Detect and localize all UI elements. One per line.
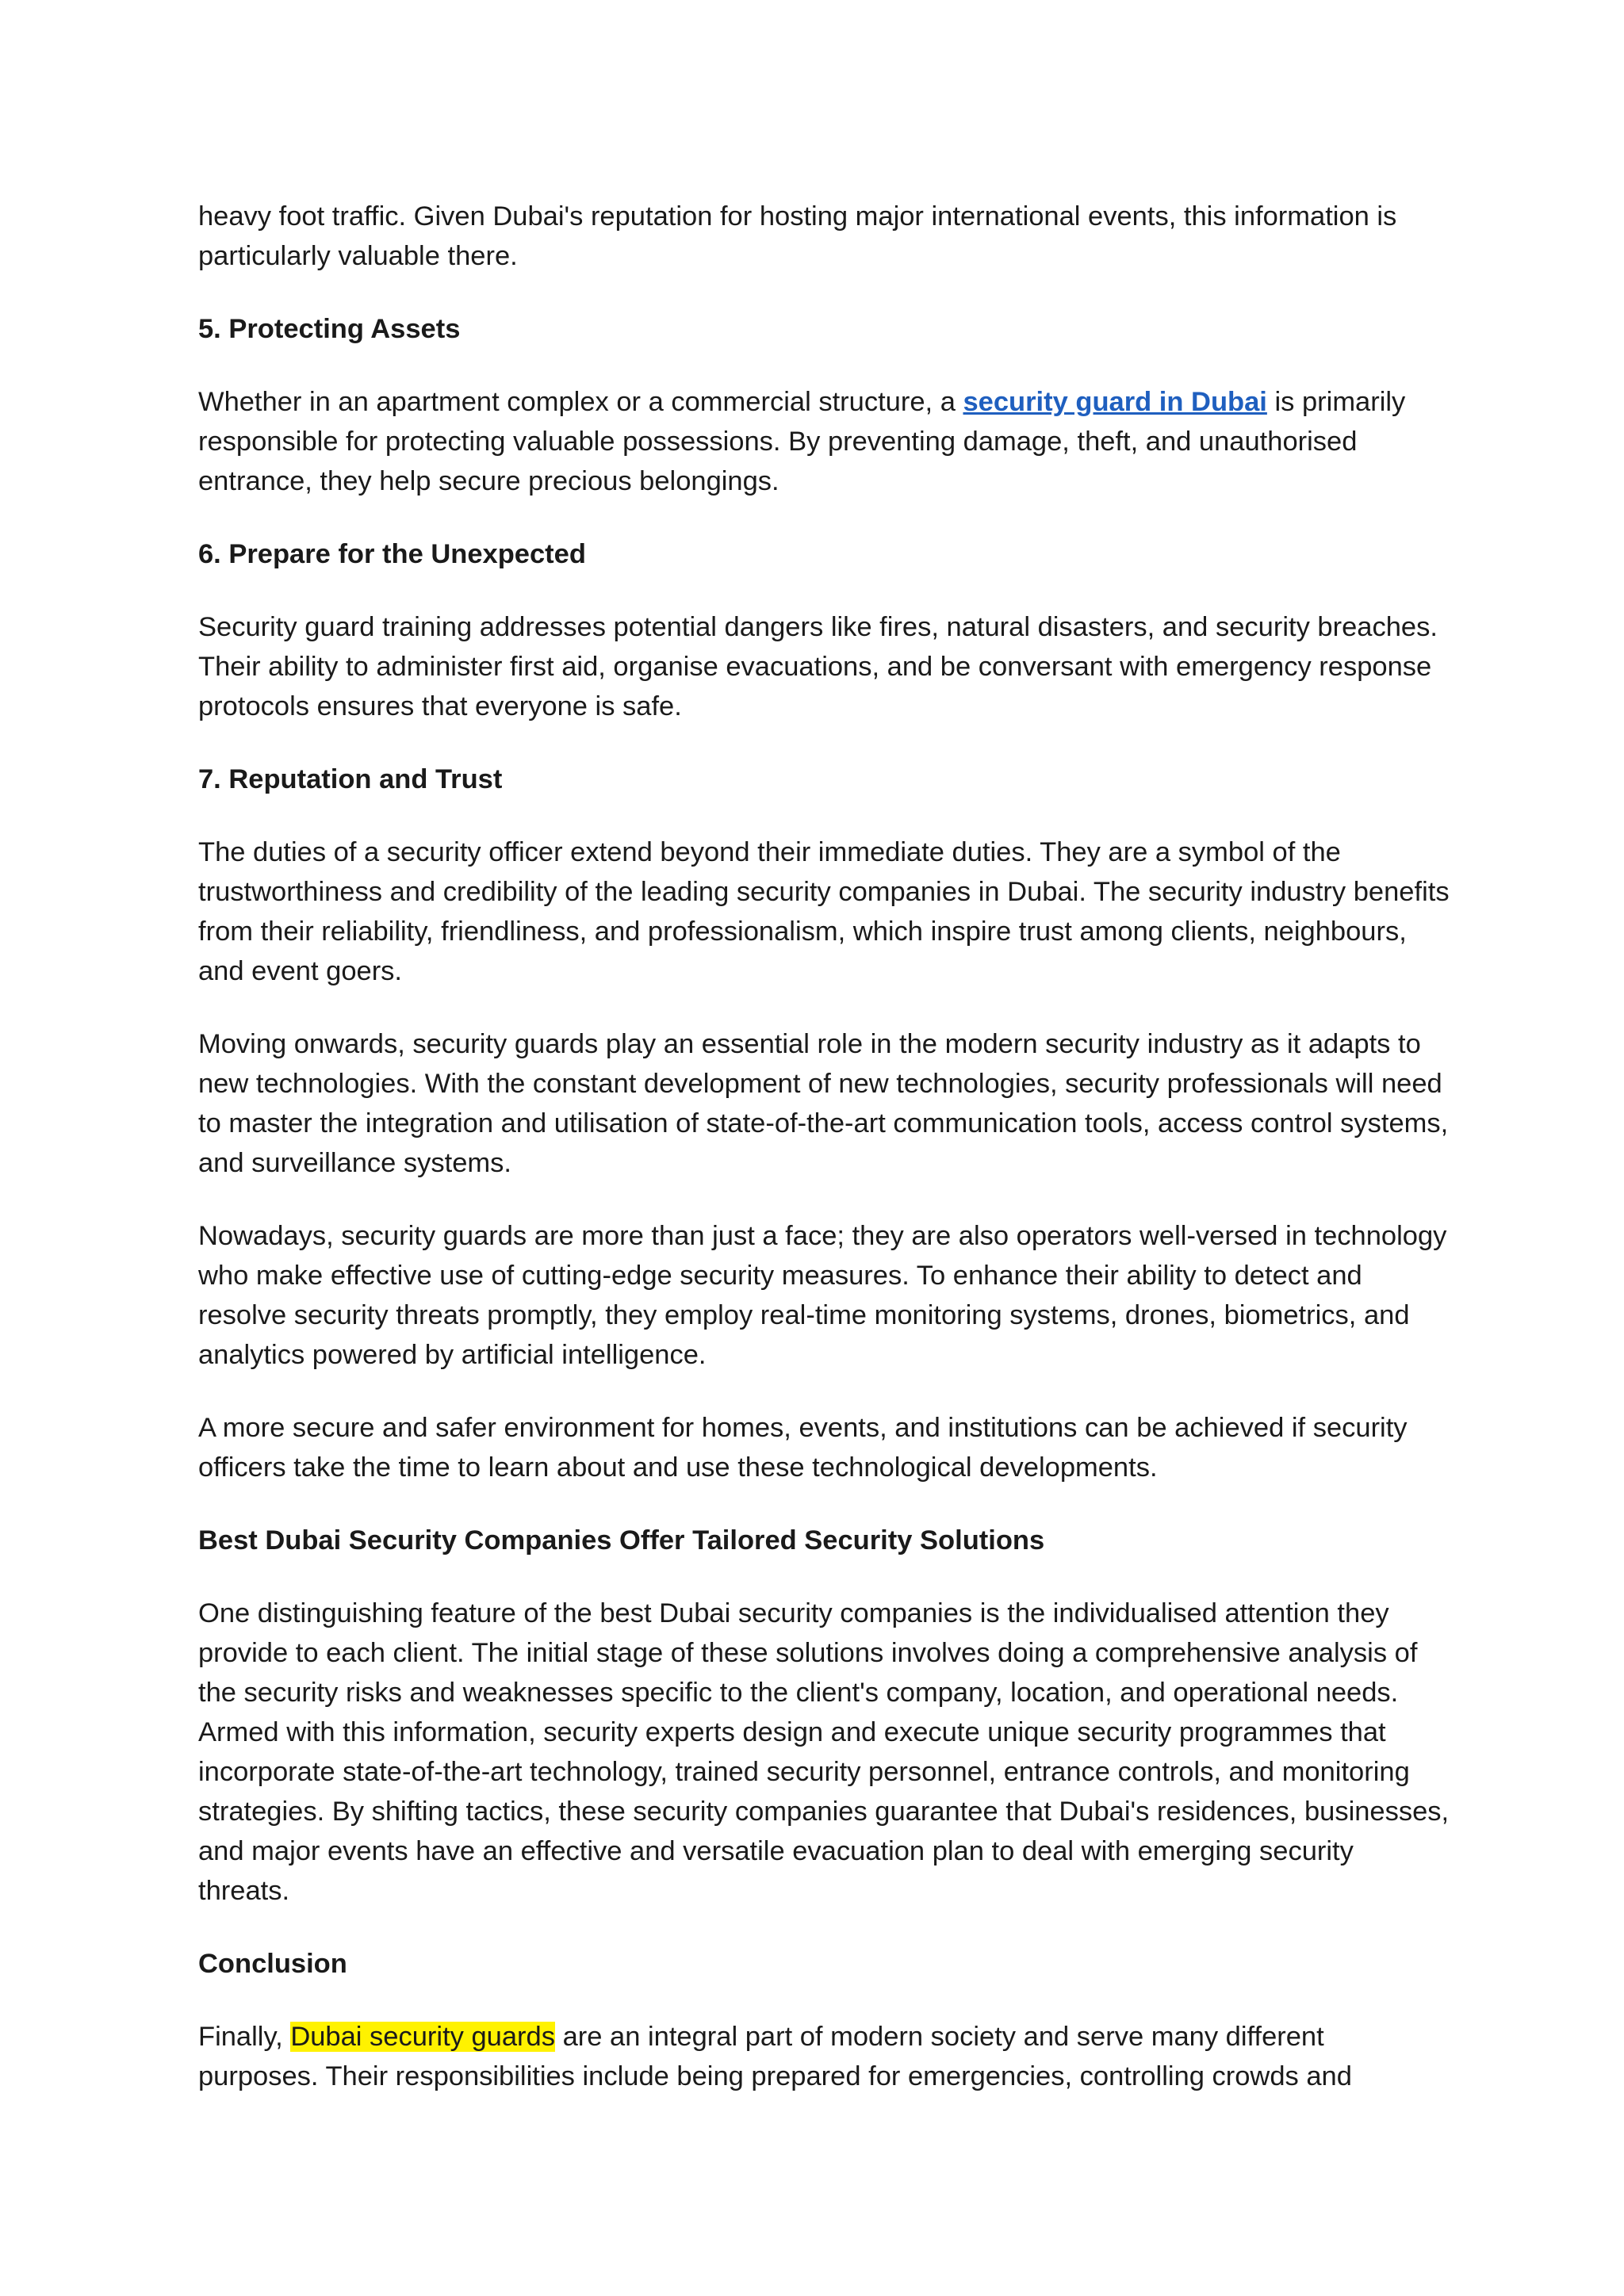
protecting-assets-text-after: is primarily responsible for protecting valuable possessions. By preventing damage, theft, and unauthorised entrance, they help secure precious belongings. bbox=[198, 387, 1406, 496]
highlighted-dubai-security-guards: Dubai security guards bbox=[290, 2022, 555, 2052]
conclusion-text-before: Finally, bbox=[198, 2022, 291, 2052]
heading-best-companies: Best Dubai Security Companies Offer Tailored Security Solutions bbox=[198, 1525, 1045, 1556]
heading-reputation-trust: 7. Reputation and Trust bbox=[198, 764, 503, 794]
conclusion-text-after: are an integral part of modern society and serve many different purposes. Their responsibilities include being prepared for emergencies, controlling crowds and bbox=[198, 2022, 1352, 2091]
heading-conclusion: Conclusion bbox=[198, 1949, 347, 1979]
security-guard-dubai-link[interactable]: security guard in Dubai bbox=[963, 387, 1267, 417]
moving-onwards-paragraph: Moving onwards, security guards play an essential role in the modern security industry as it adapts to new technologies. With the constant development of new technologies, security professionals will need to master the integration and utilisation of state-of-the-art communication tools, access control systems, and surveillance systems. bbox=[198, 1029, 1449, 1178]
heading-protecting-assets: 5. Protecting Assets bbox=[198, 314, 461, 344]
prepare-unexpected-paragraph: Security guard training addresses potential dangers like fires, natural disasters, and security breaches. Their ability to administer first aid, organise evacuations, and be conversant with emergency response protocols ensures that everyone is safe. bbox=[198, 612, 1438, 721]
document-page bbox=[198, 197, 1451, 2130]
nowadays-paragraph: Nowadays, security guards are more than just a face; they are also operators well-versed in technology who make effective use of cutting-edge security measures. To enhance their ability to detect and resolve security threats promptly, they employ real-time monitoring systems, drones, biometrics, and analytics powered by artificial intelligence. bbox=[198, 1221, 1447, 1370]
heading-prepare-unexpected: 6. Prepare for the Unexpected bbox=[198, 539, 586, 569]
best-companies-paragraph: One distinguishing feature of the best Dubai security companies is the individualised attention they provide to each client. The initial stage of these solutions involves doing a comprehensive analysis of the security risks and weaknesses specific to the client's company, location, and operational needs. Armed with this information, security experts design and execute unique security programmes that incorporate state-of-the-art technology, trained security personnel, entrance controls, and monitoring strategies. By shifting tactics, these security companies guarantee that Dubai's residences, businesses, and major events have an effective and versatile evacuation plan to deal with emerging security threats. bbox=[198, 1598, 1450, 1906]
reputation-trust-paragraph: The duties of a security officer extend beyond their immediate duties. They are a symbol of the trustworthiness and credibility of the leading security companies in Dubai. The security industry benefits from their reliability, friendliness, and professionalism, which inspire trust among clients, neighbours, and event goers. bbox=[198, 837, 1450, 986]
secure-environment-paragraph: A more secure and safer environment for homes, events, and institutions can be achieved if security officers take the time to learn about and use these technological developments. bbox=[198, 1413, 1408, 1483]
protecting-assets-text-before: Whether in an apartment complex or a commercial structure, a bbox=[198, 387, 963, 417]
protecting-assets-paragraph bbox=[198, 382, 1451, 501]
intro-paragraph: heavy foot traffic. Given Dubai's reputation for hosting major international events, this information is particularly valuable there. bbox=[198, 201, 1397, 271]
conclusion-paragraph bbox=[198, 2017, 1451, 2096]
